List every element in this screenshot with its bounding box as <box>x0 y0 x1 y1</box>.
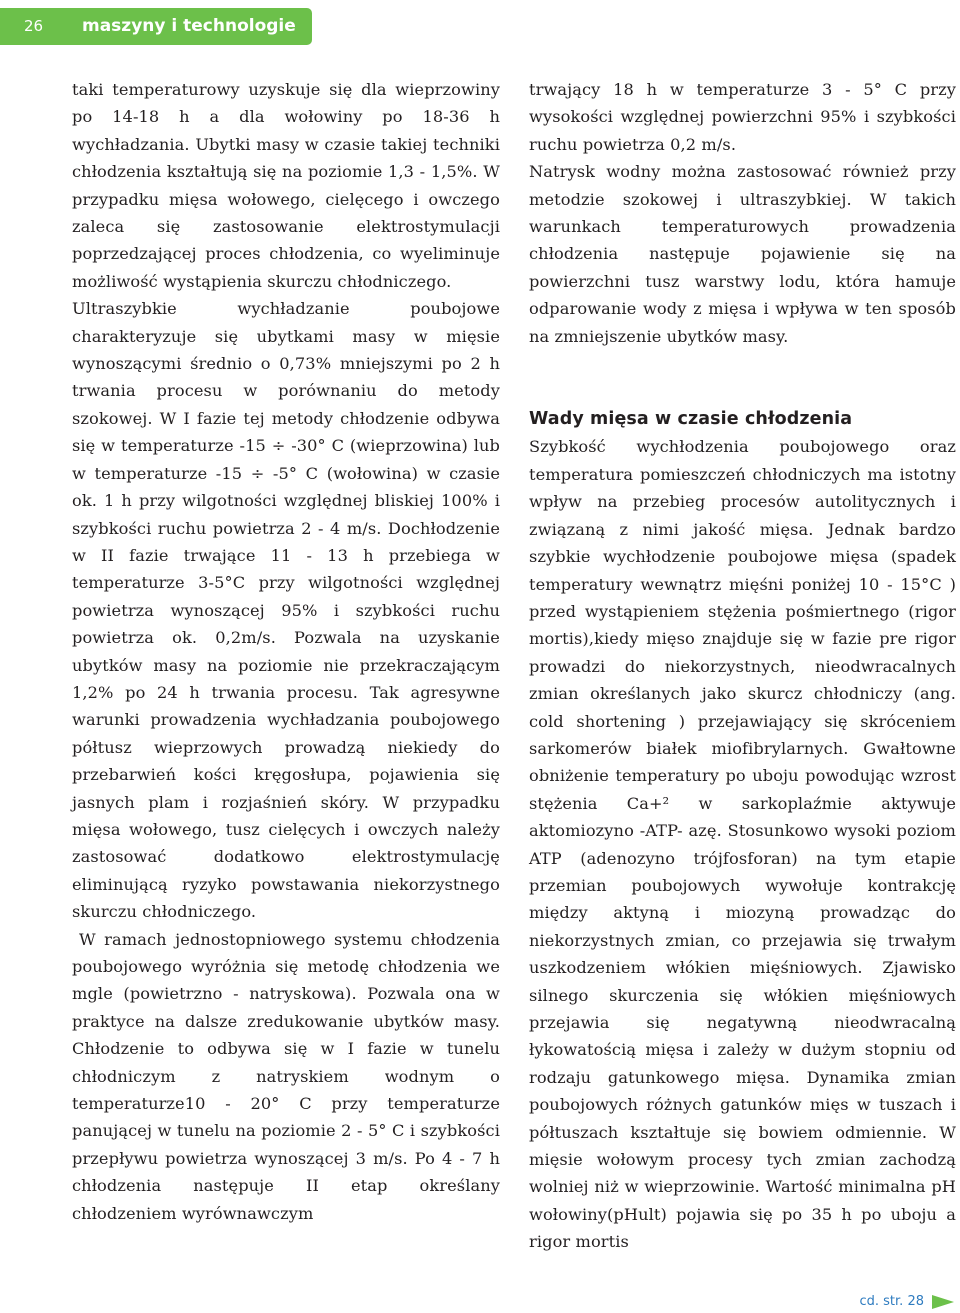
section-title: maszyny i technologie <box>82 16 296 36</box>
paragraph: W ramach jednostopniowego systemu chłodzenia poubojowego wyróżnia się metodę chłodzenia we mgle (powietrzno - natryskowa). Pozwala ona w praktyce na dalsze zredukowanie ubytków masy. Chłodzenie to odbywa się w I fazie w tunelu chłodniczym z natryskiem wodnym o temperaturze10 - 20° C przy temperaturze panującej w tunelu na poziomie 2 - 5° C i szybkości przepływu powietrza wynoszącej 3 m/s. Po 4 - 7 h chłodzenia następuje II etap określany chłodzeniem wyrównawczym <box>72 929 500 1223</box>
paragraph: Ultraszybkie wychładzanie poubojowe charakteryzuje się ubytkami masy w mięsie wynoszącymi średnio o 0,73% mniejszymi po 2 h trwania procesu w porównaniu do metody szokowej. W I fazie tej metody chłodzenie odbywa się w temperaturze -15 ÷ -30° C (wieprzowina) lub w temperaturze -15 ÷ -5° C (wołowina) w czasie ok. 1 h przy wilgotności względnej bliskiej 100% i szybkości ruchu powietrza 2 - 4 m/s. Dochłodzenie w II fazie trwające 11 - 13 h przebiega w temperaturze 3-5°C przy wilgotności względnej powietrza wynoszącej 95% i szybkości ruchu powietrza ok. 0,2m/s. Pozwala na uzyskanie ubytków masy na poziomie nie przekraczającym 1,2% po 24 h trwania procesu. Tak agresywne warunki prowadzenia wychładzania poubojowego półtusz wieprzowych prowadzą niekiedy do przebarwień kości kręgosłupa, pojawienia się jasnych plam i rozjaśnień skóry. W przypadku mięsa wołowego, tusz cielęcych i owczych należy zastosować dodatkowo elektrostymulację eliminującą ryzyko powstawania niekorzystnego skurczu chłodniczego. <box>72 299 500 922</box>
left-column <box>72 76 500 1227</box>
arrow-right-icon <box>932 1295 954 1309</box>
section-header-bar <box>0 8 312 45</box>
section-heading: Wady mięsa w czasie chłodzenia <box>529 409 853 430</box>
paragraph: Szybkość wychłodzenia poubojowego oraz temperatura pomieszczeń chłodniczych ma istotny wpływ na przebieg procesów autolitycznych i związaną z nimi jakość mięsa. Jednak bardzo szybkie wychłodzenie poubojowe mięsa (spadek temperatury wewnątrz mięśni poniżej 10 - 15°C ) przed wystąpieniem stężenia pośmiertnego (rigor mortis),kiedy mięso znajduje się w fazie pre rigor prowadzi do niekorzystnych, nieodwracalnych zmian określanych jako skurcz chłodniczy (ang. cold shortening ) przejawiający się skróceniem sarkomerów białek miofibrylarnych. Gwałtowne obniżenie temperatury po uboju powodując wzrost stężenia Ca+² w sarkoplaźmie aktywuje aktomiozyno -ATP- azę. Stosunkowo wysoki poziom ATP (adenozyno trójfosforan) na tym etapie przemian poubojowych wywołuje kontrakcję między aktyną i miozyną prowadząc do niekorzystnych zmian, co przejawia się trwałym uszkodzeniem włókien mięśniowych. Zjawisko silnego skurczenia się włókien mięśniowych przejawia się negatywną nieodwracalną łykowatością mięsa i zależy w dużym stopniu od rodzaju gatunkowego mięsa. Dynamika zmian poubojowych różnych gatunków mięs w tuszach i półtuszach kształtuje się bowiem odmiennie. W mięsie wołowym procesy tych zmian zachodzą wolniej niż w wieprzowinie. Wartość minimalna pH wołowiny(pHult) pojawia się po 35 h po uboju a rigor mortis <box>529 437 956 1252</box>
page-number: 26 <box>24 17 44 35</box>
continued-label: cd. str. 28 <box>859 1294 924 1309</box>
spacer <box>529 350 956 406</box>
paragraph: trwający 18 h w temperaturze 3 - 5° C przy wysokości względnej powierzchni 95% i szybkości ruchu powietrza 0,2 m/s. <box>529 80 956 154</box>
continued-link[interactable] <box>860 1293 955 1310</box>
paragraph: taki temperaturowy uzyskuje się dla wieprzowiny po 14-18 h a dla wołowiny po 18-36 h wychładzania. Ubytki masy w czasie takiej techniki chłodzenia kształtują się na poziomie 1,3 - 1,5%. W przypadku mięsa wołowego, cielęcego i owczego zaleca się zastosowanie elektrostymulacji poprzedzającej proces chłodzenia, co wyeliminuje możliwość wystąpienia skurczu chłodniczego. <box>72 80 500 291</box>
paragraph: Natrysk wodny można zastosować również przy metodzie szokowej i ultraszybkiej. W takich warunkach temperaturowych prowadzenia chłodzenia następuje pojawienie się na powierzchni tusz warstwy lodu, która hamuje odparowanie wody z mięsa i wpływa w ten sposób na zmniejszenie ubytków masy. <box>529 162 956 346</box>
right-column <box>529 76 956 1256</box>
